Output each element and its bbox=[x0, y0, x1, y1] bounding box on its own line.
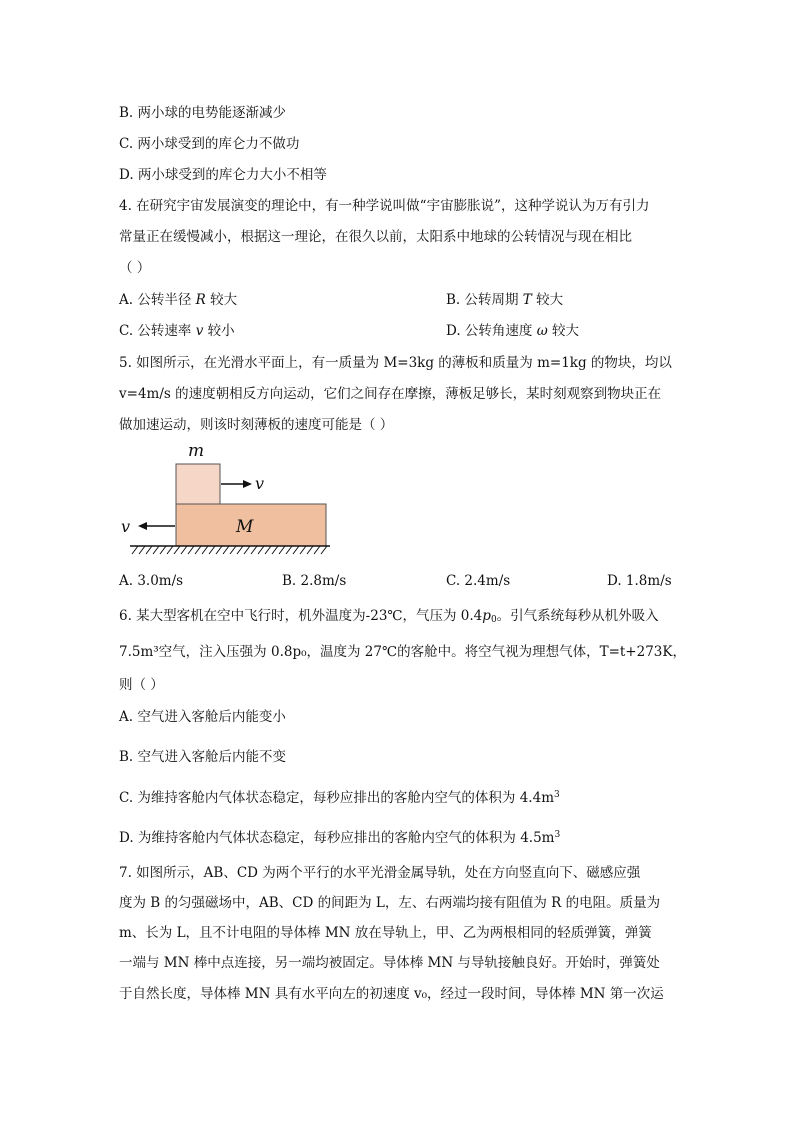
q5-line1: 5. 如图所示，在光滑水平面上，有一质量为 M=3kg 的薄板和质量为 m=1kg 的物块，均以 bbox=[119, 355, 672, 371]
arrowhead-left-icon bbox=[138, 522, 147, 530]
small-block bbox=[176, 464, 220, 504]
q4-option-b: B. 公转周期 T 较大 bbox=[446, 292, 564, 308]
q7-line4: 一端与 MN 棒中点连接，另一端均被固定。导体棒 MN 与导轨接触良好。开始时，弹簧处 bbox=[119, 955, 660, 971]
q7-line2: 度为 B 的匀强磁场中，AB、CD 的间距为 L，左、右两端均接有阻值为 R 的电阻。质量为 bbox=[119, 895, 661, 911]
q5-line3: 做加速运动，则该时刻薄板的速度可能是（ ） bbox=[119, 417, 394, 433]
q6-option-b: B. 空气进入客舱后内能不变 bbox=[119, 749, 287, 765]
q5-option-d: D. 1.8m/s bbox=[607, 573, 672, 589]
board-block-figure bbox=[118, 438, 338, 568]
q7-line3: m、长为 L，且不计电阻的导体棒 MN 放在导轨上，甲、乙为两根相同的轻质弹簧，弹簧 bbox=[119, 925, 652, 941]
q6-line2: 7.5m³空气，注入压强为 0.8p₀，温度为 27℃的客舱中。将空气视为理想气体，T=t+273K， bbox=[119, 644, 686, 660]
fig-label-m: m bbox=[188, 441, 205, 461]
q4-blank: （ ） bbox=[119, 260, 151, 276]
arrowhead-right-icon bbox=[243, 480, 252, 488]
fig-label-v-left: v bbox=[121, 517, 131, 536]
option-c-q3: C. 两小球受到的库仑力不做功 bbox=[119, 136, 300, 152]
q4-line2: 常量正在缓慢减小，根据这一理论，在很久以前，太阳系中地球的公转情况与现在相比 bbox=[119, 229, 632, 245]
q4-line1: 4. 在研究宇宙发展演变的理论中，有一种学说叫做“宇宙膨胀说”，这种学说认为万有引力 bbox=[119, 198, 650, 214]
q5-option-b: B. 2.8m/s bbox=[282, 573, 347, 589]
option-d-q3: D. 两小球受到的库仑力大小不相等 bbox=[119, 167, 327, 183]
q5-option-a: A. 3.0m/s bbox=[119, 573, 184, 589]
q5-option-c: C. 2.4m/s bbox=[446, 573, 511, 589]
q6-option-a: A. 空气进入客舱后内能变小 bbox=[119, 709, 286, 725]
fig-label-v-top: v bbox=[255, 474, 265, 493]
q4-option-c: C. 公转速率 v 较小 bbox=[119, 323, 235, 339]
q7-line1: 7. 如图所示，AB、CD 为两个平行的水平光滑金属导轨，处在方向竖直向下、磁感应强 bbox=[119, 865, 641, 881]
fig-label-M: M bbox=[236, 517, 254, 537]
option-b-q3: B. 两小球的电势能逐渐减少 bbox=[119, 105, 287, 121]
ground-hatching bbox=[132, 546, 327, 554]
q7-line5: 于自然长度，导体棒 MN 具有水平向左的初速度 v₀，经过一段时间，导体棒 MN 第一次运 bbox=[119, 986, 664, 1002]
q6-line3: 则（ ） bbox=[119, 677, 164, 693]
q6-option-d: D. 为维持客舱内气体状态稳定，每秒应排出的客舱内空气的体积为 $4.5m^3$ bbox=[119, 830, 561, 846]
q6-line1: 6. 某大型客机在空中飞行时，机外温度为-23℃，气压为 $0.4p_0$。引气系统每秒从机外吸入 bbox=[119, 608, 659, 625]
q5-line2: v=4m/s 的速度朝相反方向运动，它们之间存在摩擦，薄板足够长，某时刻观察到物块正在 bbox=[119, 386, 662, 402]
q4-option-a: A. 公转半径 R 较大 bbox=[119, 292, 238, 308]
q4-option-d: D. 公转角速度 ω 较大 bbox=[446, 323, 580, 339]
q6-option-c: C. 为维持客舱内气体状态稳定，每秒应排出的客舱内空气的体积为 $4.4m^3$ bbox=[119, 790, 560, 806]
